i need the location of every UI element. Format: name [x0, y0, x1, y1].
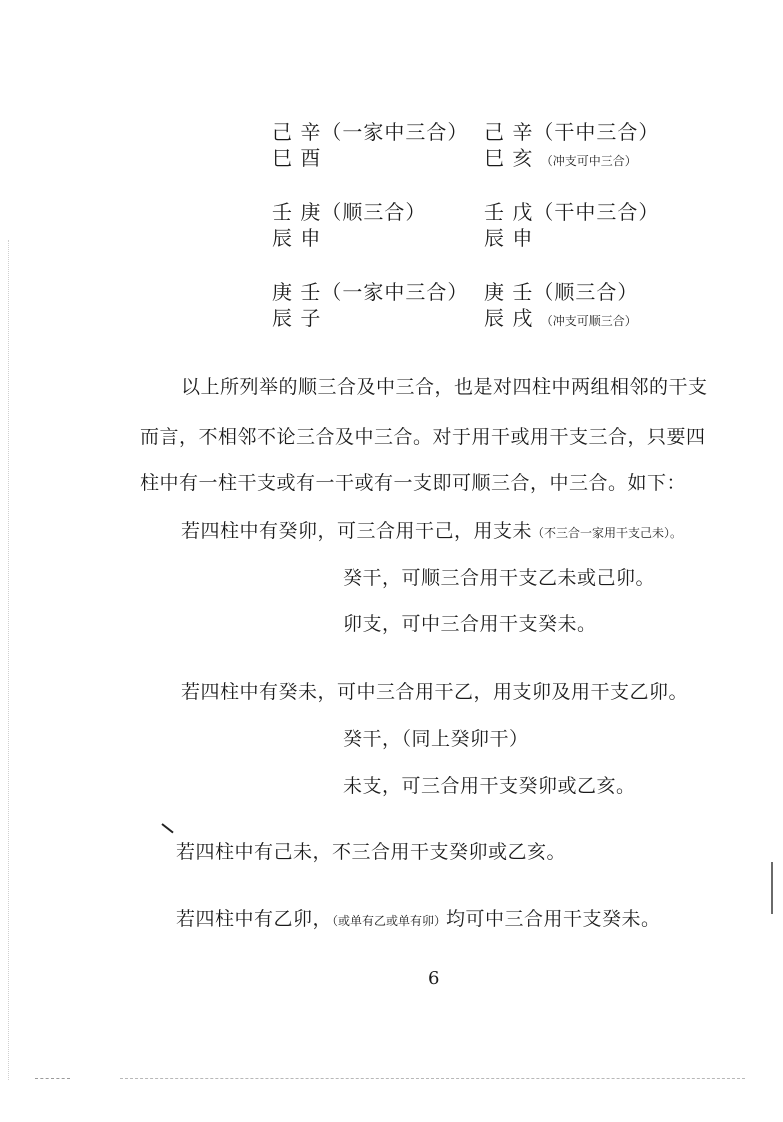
- case-4-main: [176, 904, 661, 931]
- pair-1-left-top: 己 辛（一家中三合）: [272, 120, 469, 144]
- paragraph-line-1: 以上所列举的顺三合及中三合，也是对四柱中两组相邻的干支: [181, 376, 708, 398]
- pair-3-right-bottom: 辰 戌: [484, 306, 534, 330]
- pair-2-left-bottom: 辰 申: [272, 226, 322, 250]
- pair-1-right: [484, 119, 659, 174]
- scan-bottom-line-left: [35, 1078, 70, 1080]
- pair-1-right-bottom: 巳 亥: [484, 146, 534, 170]
- case-2-sub-2: 未支，可三合用干支癸卯或乙亥。: [343, 775, 636, 797]
- case-1-note: （不三合一家用干支己未）。: [532, 526, 683, 540]
- case-3-main: 若四柱中有己未，不三合用干支癸卯或乙亥。: [176, 841, 567, 863]
- pair-2-right: [484, 199, 659, 251]
- case-2-sub-1: 癸干，（同上癸卯干）: [343, 728, 529, 750]
- pair-2-right-bottom: 辰 申: [484, 226, 534, 250]
- case-1-sub-2: 卯支，可中三合用干支癸未。: [343, 613, 597, 635]
- pair-1-right-note: （冲支可中三合）: [540, 154, 637, 168]
- paragraph-line-2: 而言，不相邻不论三合及中三合。对于用干或用干支三合，只要四: [140, 426, 706, 448]
- paragraph-line-3: 柱中有一柱干支或有一干或有一支即可顺三合，中三合。如下：: [140, 472, 687, 494]
- pen-tick-mark: [161, 823, 173, 833]
- pair-2-left-top: 壬 庚（顺三合）: [272, 200, 427, 224]
- pair-3-left-bottom: 辰 子: [272, 306, 322, 330]
- pair-3-right: [484, 279, 638, 334]
- scan-edge-mark: [771, 862, 773, 914]
- pair-2-right-top: 壬 戊（干中三合）: [484, 200, 660, 224]
- pair-1-left-bottom: 巳 酉: [272, 146, 322, 170]
- pair-3-right-top: 庚 壬（顺三合）: [484, 280, 639, 304]
- pair-2-left: [272, 199, 426, 251]
- pair-1-right-bottom-row: [484, 145, 659, 174]
- case-1-main-text: 若四柱中有癸卯，可三合用干己，用支未: [181, 520, 533, 542]
- pair-1-left: [272, 119, 468, 171]
- pair-3-right-note: （冲支可顺三合）: [540, 314, 637, 328]
- pair-1-right-top: 己 辛（干中三合）: [484, 120, 660, 144]
- pair-3-left: [272, 279, 468, 331]
- case-4-pre: 若四柱中有乙卯，: [176, 908, 333, 930]
- pair-3-right-bottom-row: [484, 305, 638, 334]
- case-4-post: 均可中三合用干支癸未。: [446, 908, 661, 930]
- case-4-note: （或单有乙或单有卯）: [332, 914, 447, 928]
- scan-left-dots: [8, 240, 10, 1080]
- case-1-main: [181, 516, 682, 543]
- case-1-sub-1: 癸干，可顺三合用干支乙未或己卯。: [343, 567, 656, 589]
- pair-3-left-top: 庚 壬（一家中三合）: [272, 280, 469, 304]
- page-number: 6: [428, 968, 440, 989]
- scan-bottom-line: [120, 1078, 745, 1080]
- case-2-main: 若四柱中有癸未，可中三合用干乙，用支卯及用干支乙卯。: [181, 681, 689, 703]
